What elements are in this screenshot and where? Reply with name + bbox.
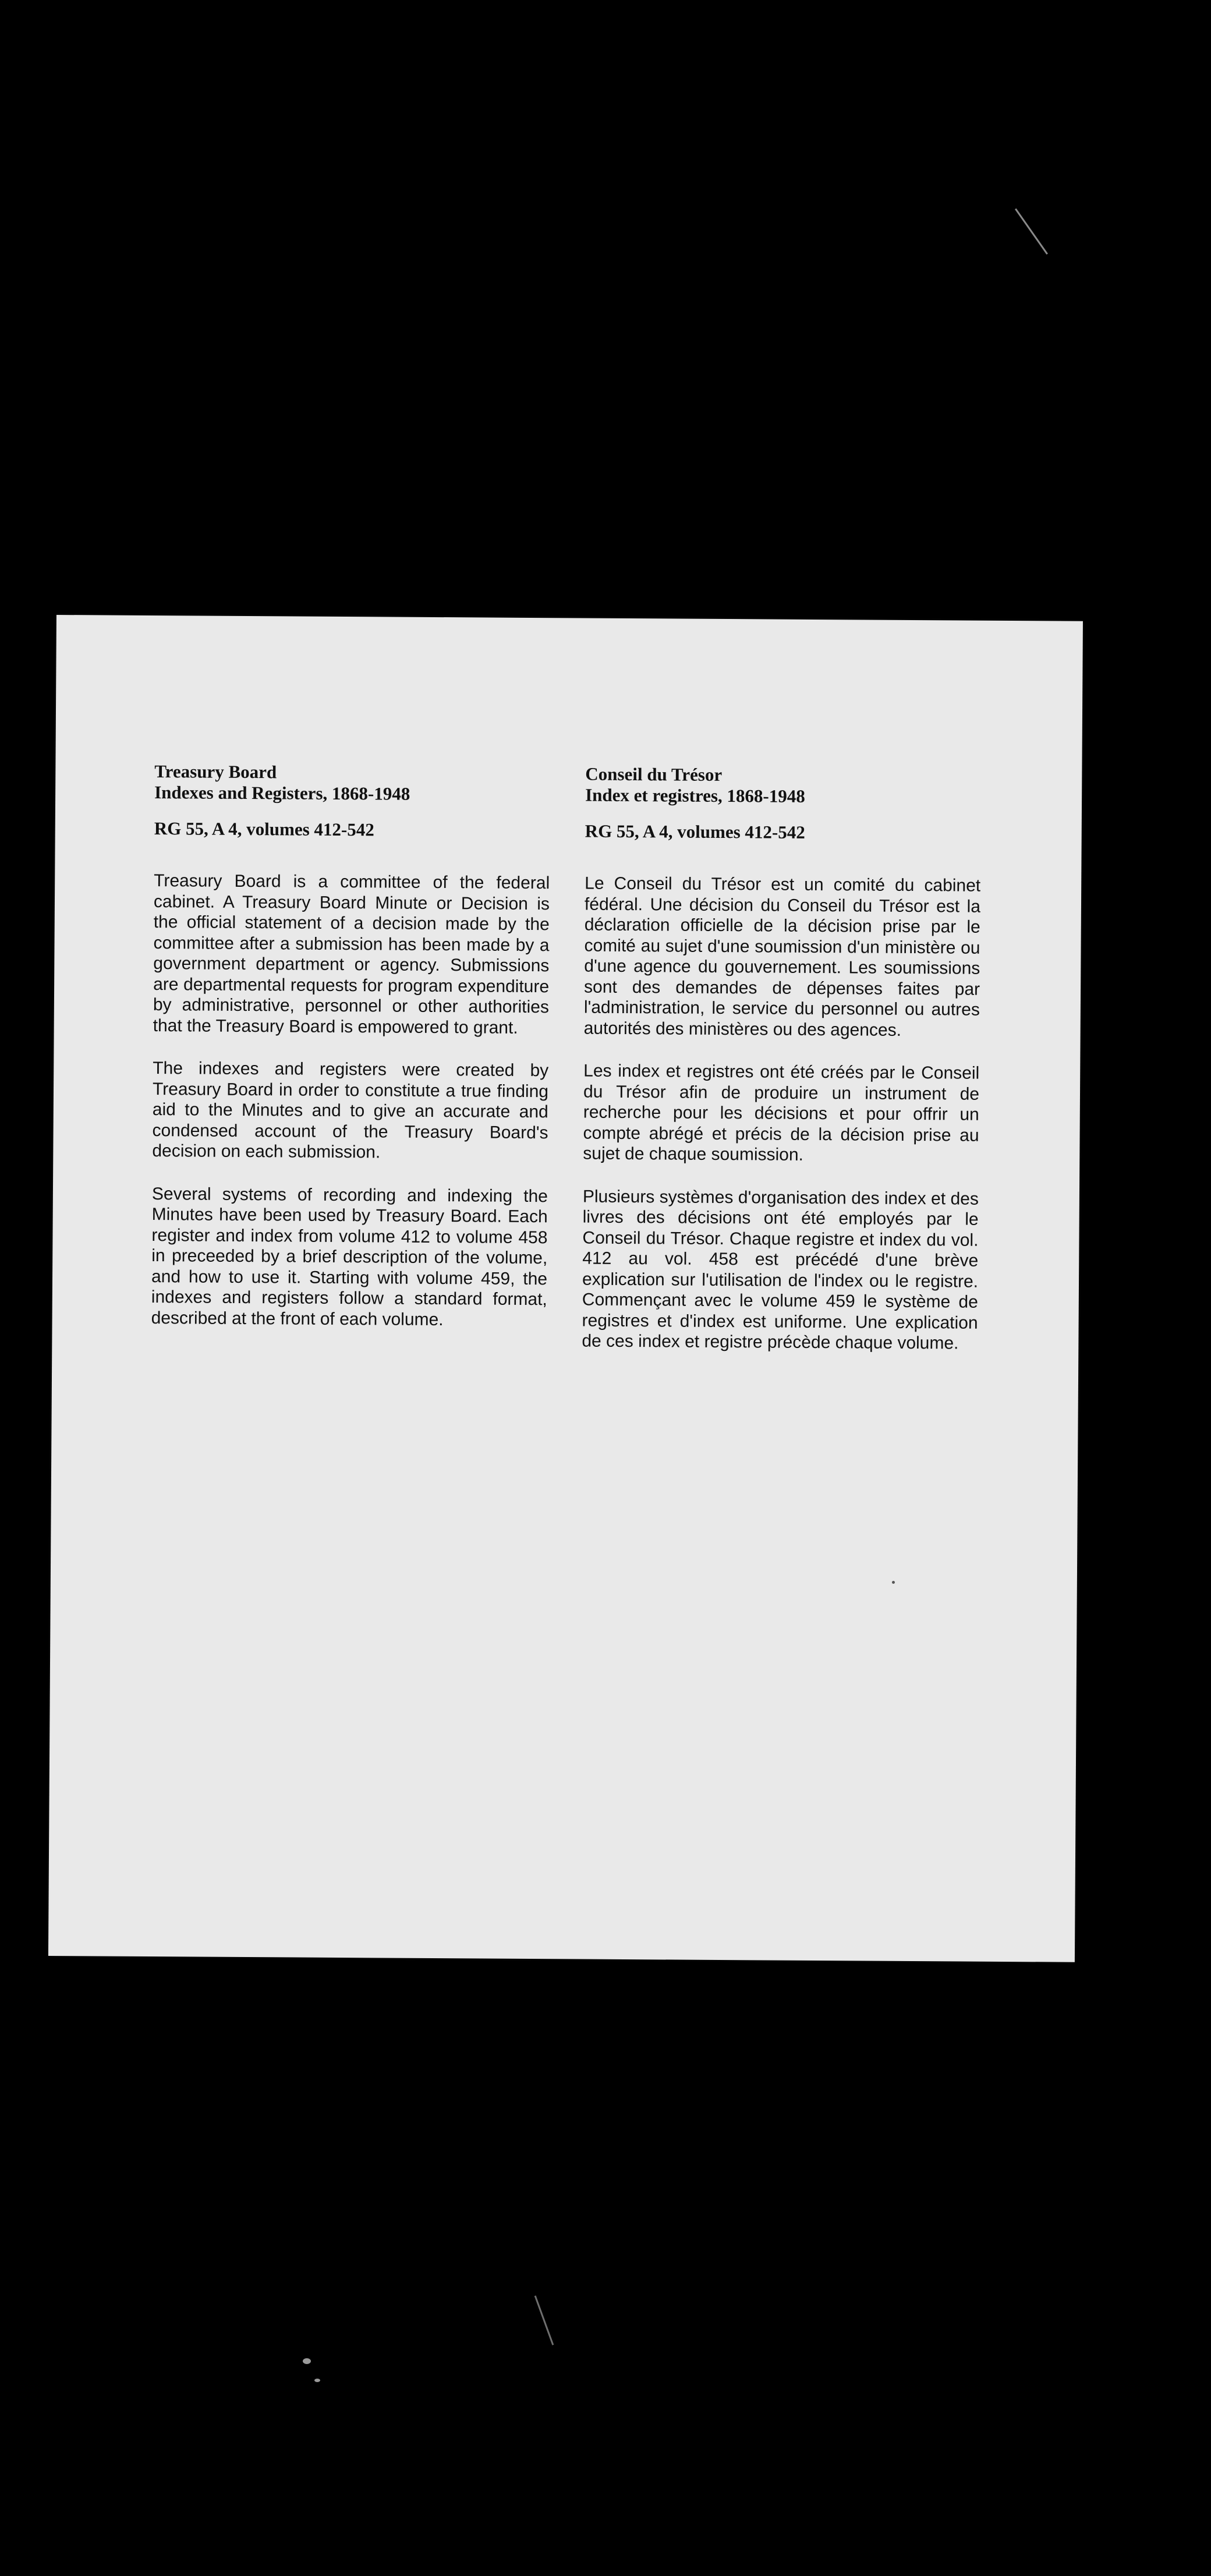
english-paragraph-1: Treasury Board is a committee of the federal cabinet. A Treasury Board Minute or Decision is the official statement of a decision made by the committee after a submission has been made by a government department or agency. Submissions are departmental requests for program expenditure by administrative, personnel or other authorities that the Treasury Board is empowered to grant. — [153, 871, 550, 1038]
scan-dust-mark — [314, 2379, 320, 2382]
scanned-document-page — [48, 615, 1083, 1962]
french-subtitle: Index et registres, 1868-1948 — [585, 784, 805, 806]
scan-dust-mark — [892, 1581, 895, 1584]
english-title: Treasury Board — [154, 761, 277, 783]
scan-scratch-mark — [534, 2295, 554, 2345]
french-reference: RG 55, A 4, volumes 412-542 — [585, 820, 805, 843]
scan-scratch-mark — [1015, 208, 1048, 255]
scan-dust-mark — [303, 2358, 311, 2364]
french-title: Conseil du Trésor — [585, 763, 723, 785]
french-column — [582, 764, 981, 1377]
english-paragraph-2: The indexes and registers were created by Treasury Board in order to constitute a true finding aid to the Minutes and to give an accurate and condensed account of the Treasury Board's decision on each submission. — [152, 1059, 549, 1162]
french-paragraph-1: Le Conseil du Trésor est un comité du cabinet fédéral. Une décision du Conseil du Trésor est la déclaration officielle de la décision prise par le comité au sujet d'une soumission d'un ministère ou d'une agence du gouvernement. Les soumissions sont des demandes de dépenses faites par l'administration, le service du personnel ou autres autorités des ministères ou des agences. — [583, 873, 981, 1040]
french-paragraph-3: Plusieurs systèmes d'organisation des index et des livres des décisions ont été employés par le Conseil du Trésor. Chaque registre et index du vol. 412 au vol. 458 est précédé d'une brève explication sur l'utilisation de l'index ou le registre. Commençant avec le volume 459 le système de registres et d'index est uniforme. Une explication de ces index et registre précède chaque volume. — [582, 1187, 979, 1353]
english-column — [151, 761, 550, 1353]
english-paragraph-3: Several systems of recording and indexing the Minutes have been used by Treasury Board. Each register and index from volume 412 to volume 458 in preceeded by a brief description of the volume, and how to use it. Starting with volume 459, the indexes and registers follow a standard format, described at the front of each volume. — [151, 1184, 548, 1329]
english-reference: RG 55, A 4, volumes 412-542 — [154, 818, 374, 840]
english-subtitle: Indexes and Registers, 1868-1948 — [154, 782, 410, 804]
french-paragraph-2: Les index et registres ont été créés par le Conseil du Trésor afin de produire un instrument de recherche pour les décisions et pour offrir un compte abrégé et précis de la décision prise au sujet de chaque soumission. — [583, 1061, 980, 1165]
